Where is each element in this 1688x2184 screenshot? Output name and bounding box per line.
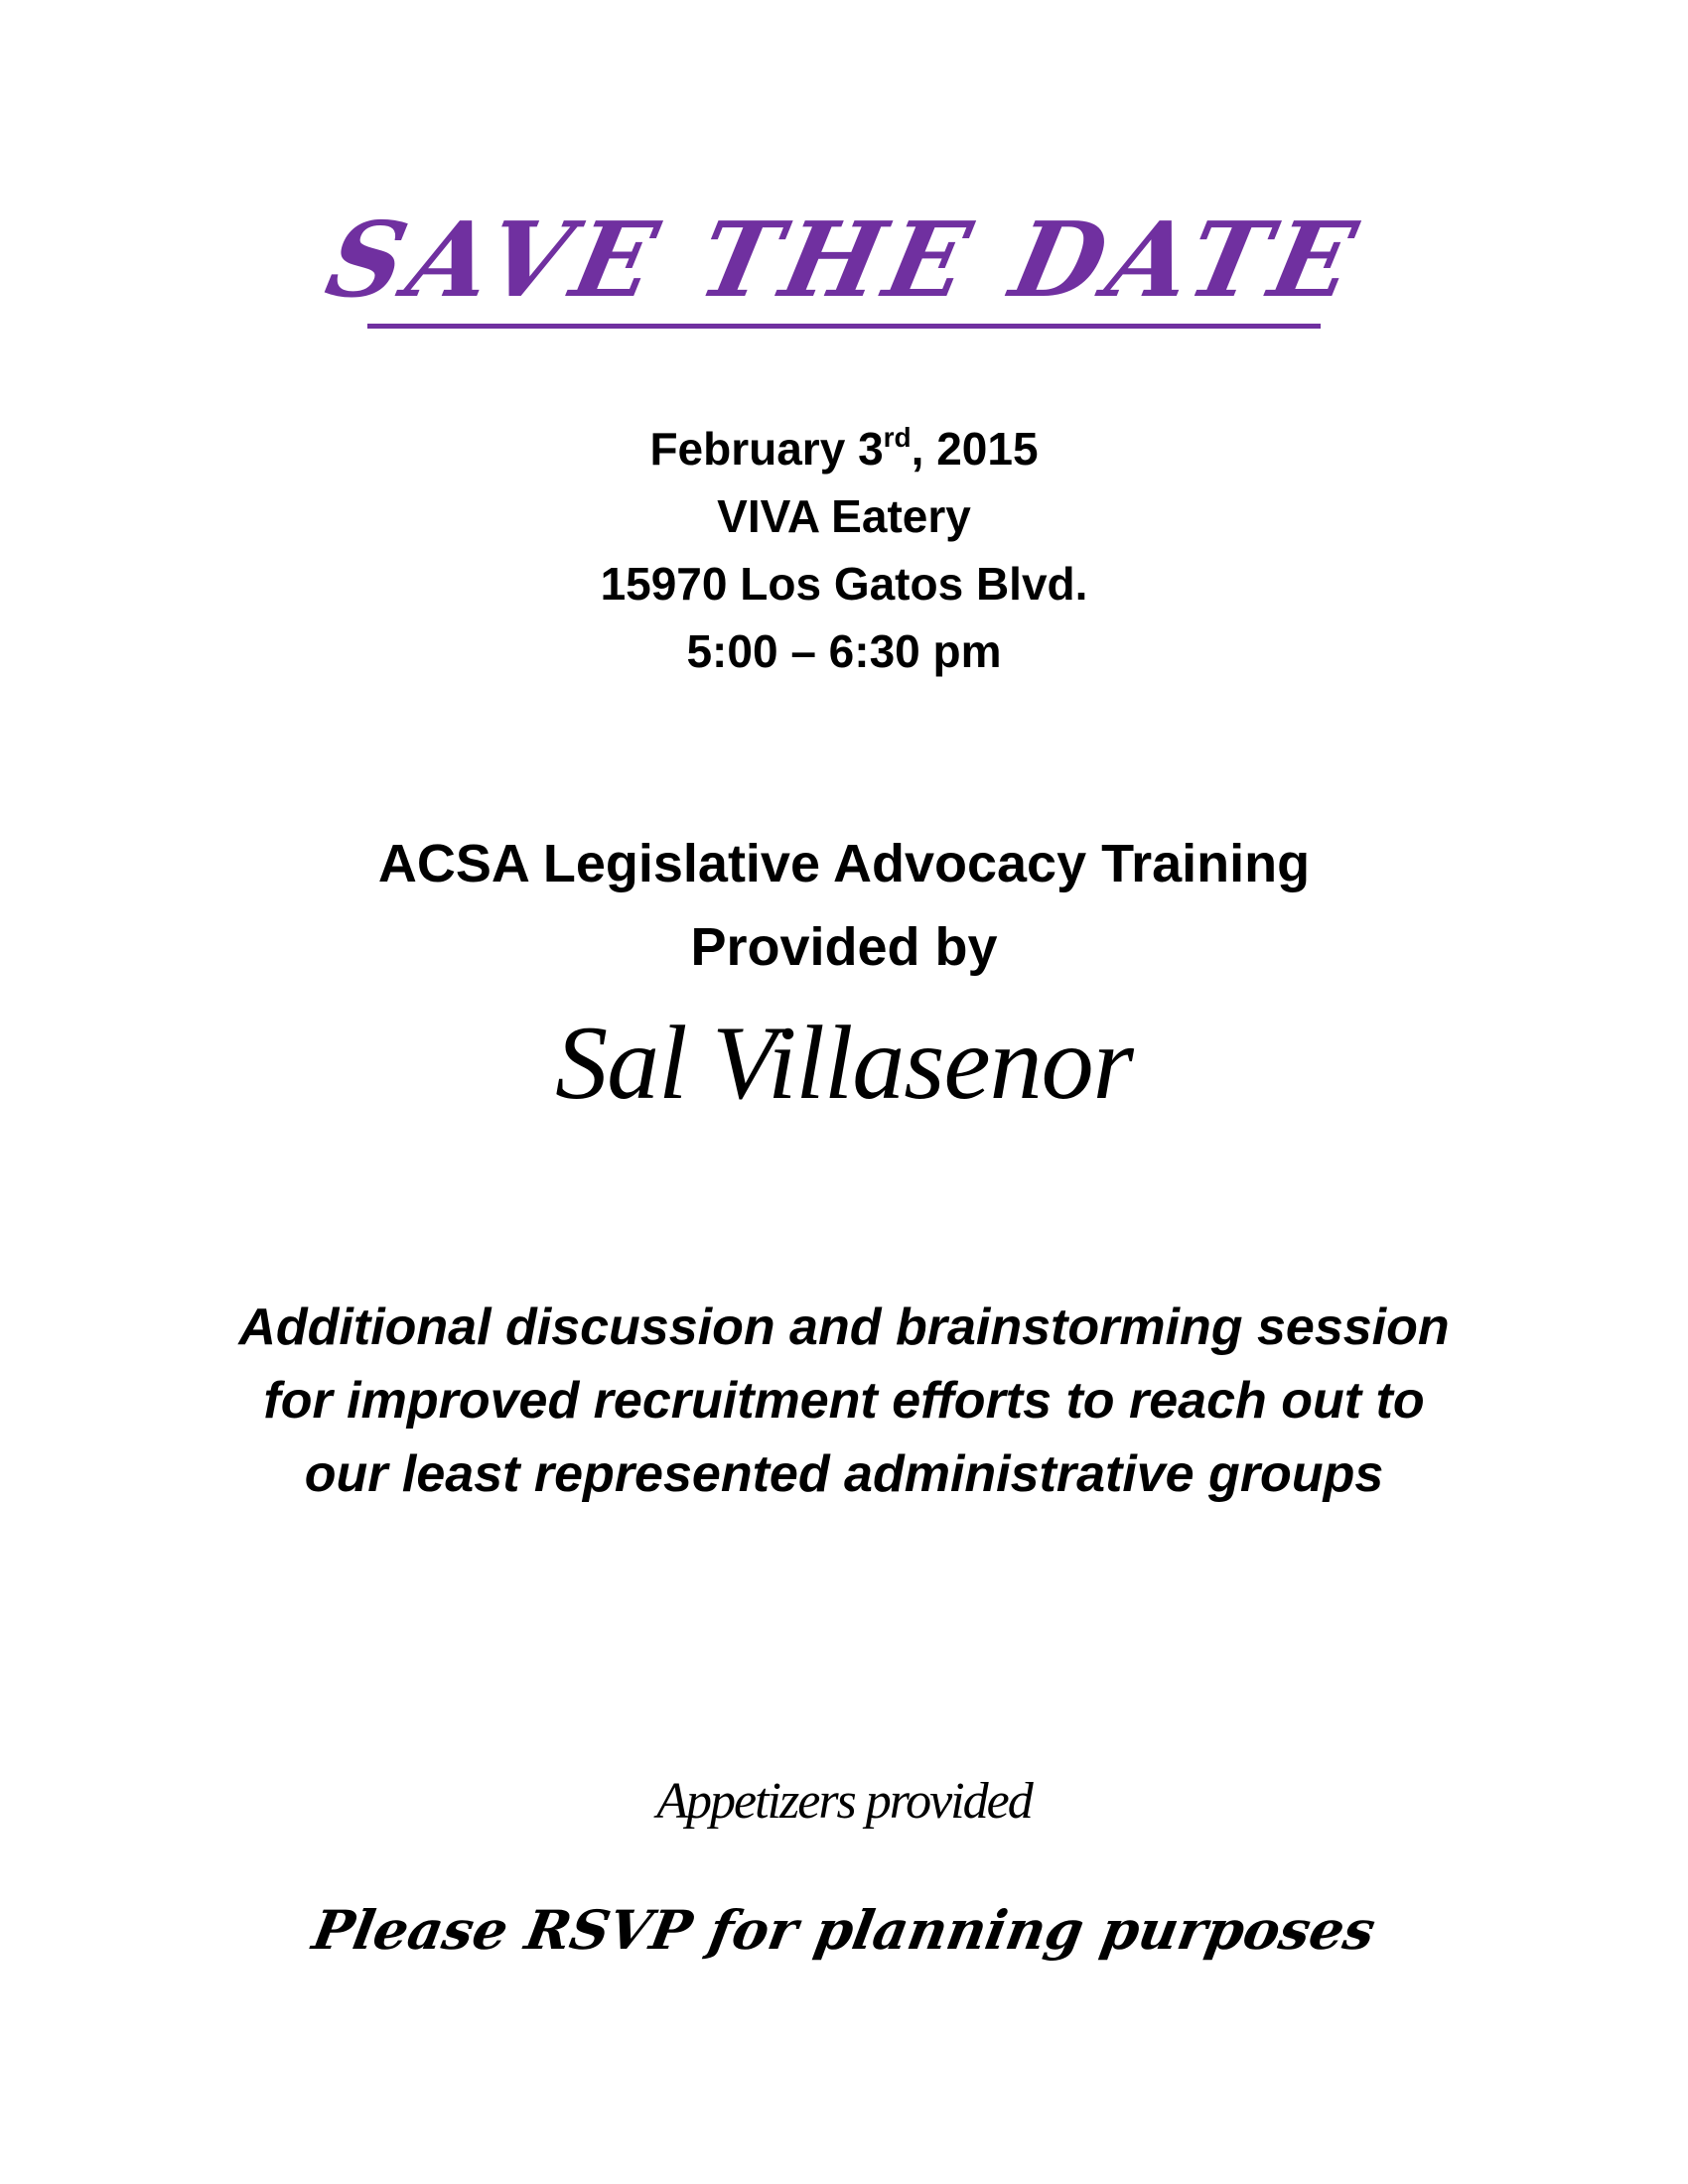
event-date-year: , 2015 bbox=[911, 423, 1039, 475]
event-address: 15970 Los Gatos Blvd. bbox=[600, 558, 1088, 610]
title-underline bbox=[367, 324, 1321, 329]
event-date bbox=[0, 415, 1688, 482]
training-title: ACSA Legislative Advocacy Training bbox=[377, 834, 1311, 893]
rsvp-note: Please RSVP for planning purposes bbox=[308, 1898, 1380, 1962]
event-date-main: February 3 bbox=[649, 423, 884, 475]
event-venue: VIVA Eatery bbox=[717, 490, 971, 542]
provided-by: Provided by bbox=[690, 917, 998, 977]
event-date-suffix: rd bbox=[883, 422, 912, 453]
discussion-text: Additional discussion and brainstorming session for improved recruitment efforts to reach out to our least represented administrative groups bbox=[238, 1298, 1450, 1503]
appetizers-note: Appetizers provided bbox=[656, 1773, 1032, 1830]
flyer-title: SAVE THE DATE bbox=[317, 199, 1371, 321]
training-block bbox=[0, 822, 1688, 989]
event-time: 5:00 – 6:30 pm bbox=[686, 625, 1002, 677]
event-details bbox=[0, 415, 1688, 685]
presenter-name: Sal Villasenor bbox=[555, 1005, 1133, 1121]
